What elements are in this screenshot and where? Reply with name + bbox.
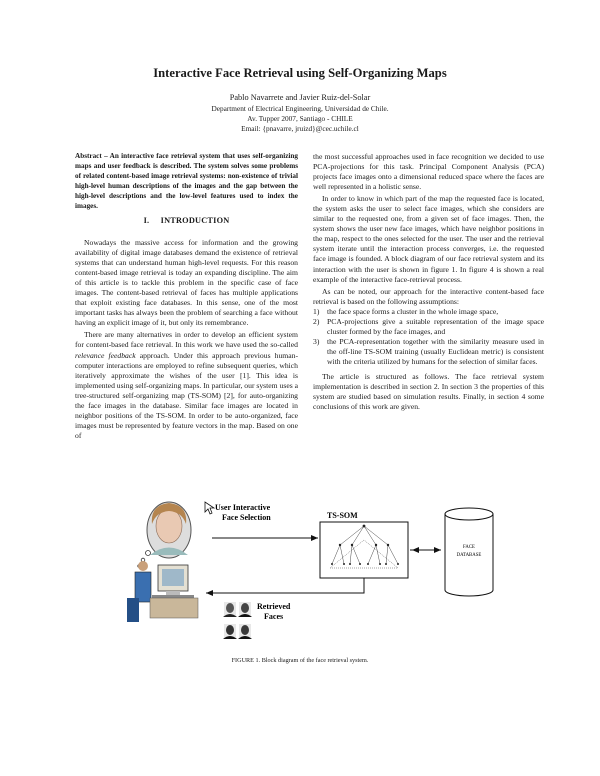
mouse-cursor-icon <box>205 502 214 514</box>
intro-paragraph-5: As can be noted, our approach for the interactive content-based face retrieval is based on the following assumptions: <box>313 286 544 306</box>
section-heading-introduction: I. INTRODUCTION <box>143 216 230 225</box>
abstract: Abstract – An interactive face retrieval system that uses self-organizing maps and user feedback is described. The system solves some problems of related content-based image retrieval systems: non-existence of trivial high-level human descriptions of the images and the gap between the high-level descriptions and the low-level features used to index the images. <box>75 152 298 210</box>
label-user-interactive: User Interactive <box>215 503 271 512</box>
label-faces: Faces <box>264 612 284 621</box>
label-retrieved: Retrieved <box>257 602 291 611</box>
affiliation-address: Av. Tupper 2007, Santiago - CHILE <box>247 114 353 123</box>
list-item: 3) the PCA-representation together with the similarity measure used in the off-line TS-SOM training (usually Euclidean metric) is consistent with the criteria utilized by humans for the selection of similar faces. <box>313 336 544 366</box>
intro-paragraph-6: The article is structured as follows. The face retrieval system implementation is described in section 2. In section 3 the properties of this system are studied based on simulation results. Finally, in section 4 some conclusions of this work are given. <box>313 371 544 412</box>
face-database-cylinder <box>445 508 493 596</box>
label-face-selection: Face Selection <box>222 513 271 522</box>
intro-paragraph-3: the most successful approaches used in face recognition we decided to use PCA-projections for this task. Principal Component Analysis (PCA) projects face images onto a dimensional reduced space where the faces are well represented in a holistic sense. <box>313 152 544 192</box>
list-item: 1) the face space forms a cluster in the whole image space, <box>313 306 499 316</box>
figure-caption: FIGURE 1. Block diagram of the face retrieval system. <box>231 657 369 664</box>
label-database: DATABASE <box>456 553 482 558</box>
paper-title: Interactive Face Retrieval using Self-Organizing Maps <box>153 66 447 80</box>
affiliation-email: Email: {pnavarre, jruizd}@cec.uchile.cl <box>241 124 359 133</box>
user-face-photo <box>147 502 191 558</box>
intro-paragraph-4: In order to know in which part of the map the requested face is located, the system asks the user to select face images, which she considers are similar to the requested one, from a given set of face images. Then, the system shows the user new face images, which have neighbor positions in the map, respect to the ones selected for the user. The user and the retrieval system iterate until the interaction process converges, i.e. the requested face image is founded. A block diagram of our face retrieval system and its interaction with the user is shown in figure 1. In figure 4 is shown a real example of the interactive face-retrieval process. <box>313 194 544 284</box>
authors: Pablo Navarrete and Javier Ruiz-del-Solar <box>229 93 371 102</box>
intro-paragraph-1: Nowadays the massive access for information and the growing availability of digital image databases demand the existence of retrieval systems that can understand human high-level requests. For this reason content-based image retrieval is today an expanding discipline. The aim of this article is to tackle this problem in the specific case of face images. The content-based retrieval of faces has multiple applications that exploit existing face databases. In this sense, one of the most important tasks has always been the problem of searching a face without having an explicit image of it, but only its remembrance. <box>75 238 298 328</box>
label-face: FACE <box>463 545 475 550</box>
person-at-computer-icon <box>127 561 198 622</box>
relevance-feedback-term: relevance feedback <box>75 350 136 360</box>
ts-som-box <box>320 522 408 578</box>
affiliation-dept: Department of Electrical Engineering, Universidad de Chile. <box>211 104 389 113</box>
intro-paragraph-2: There are many alternatives in order to develop an efficient system for content-based face retrieval. In this work we have used the so-called relevance feedback approach. Under this approach previous human-computer interactions are employed to refine subsequent queries, which iteratively approximate the wishes of the user [1]. This idea is implemented using self-organizing maps. In particular, our system uses a tree-structured self-organizing map (TS-SOM) [2], for auto-organizing the face images in the database. Similar face images are located in neighbor positions of the TS-SOM. In order to be auto-organized, face images must be represented by feature vectors in the map. Based on one of <box>75 330 298 440</box>
retrieved-faces-grid <box>223 602 252 639</box>
list-item: 2) PCA-projections give a suitable representation of the image space cluster formed by the face images, and <box>313 316 544 336</box>
label-ts-som: TS-SOM <box>327 511 358 520</box>
